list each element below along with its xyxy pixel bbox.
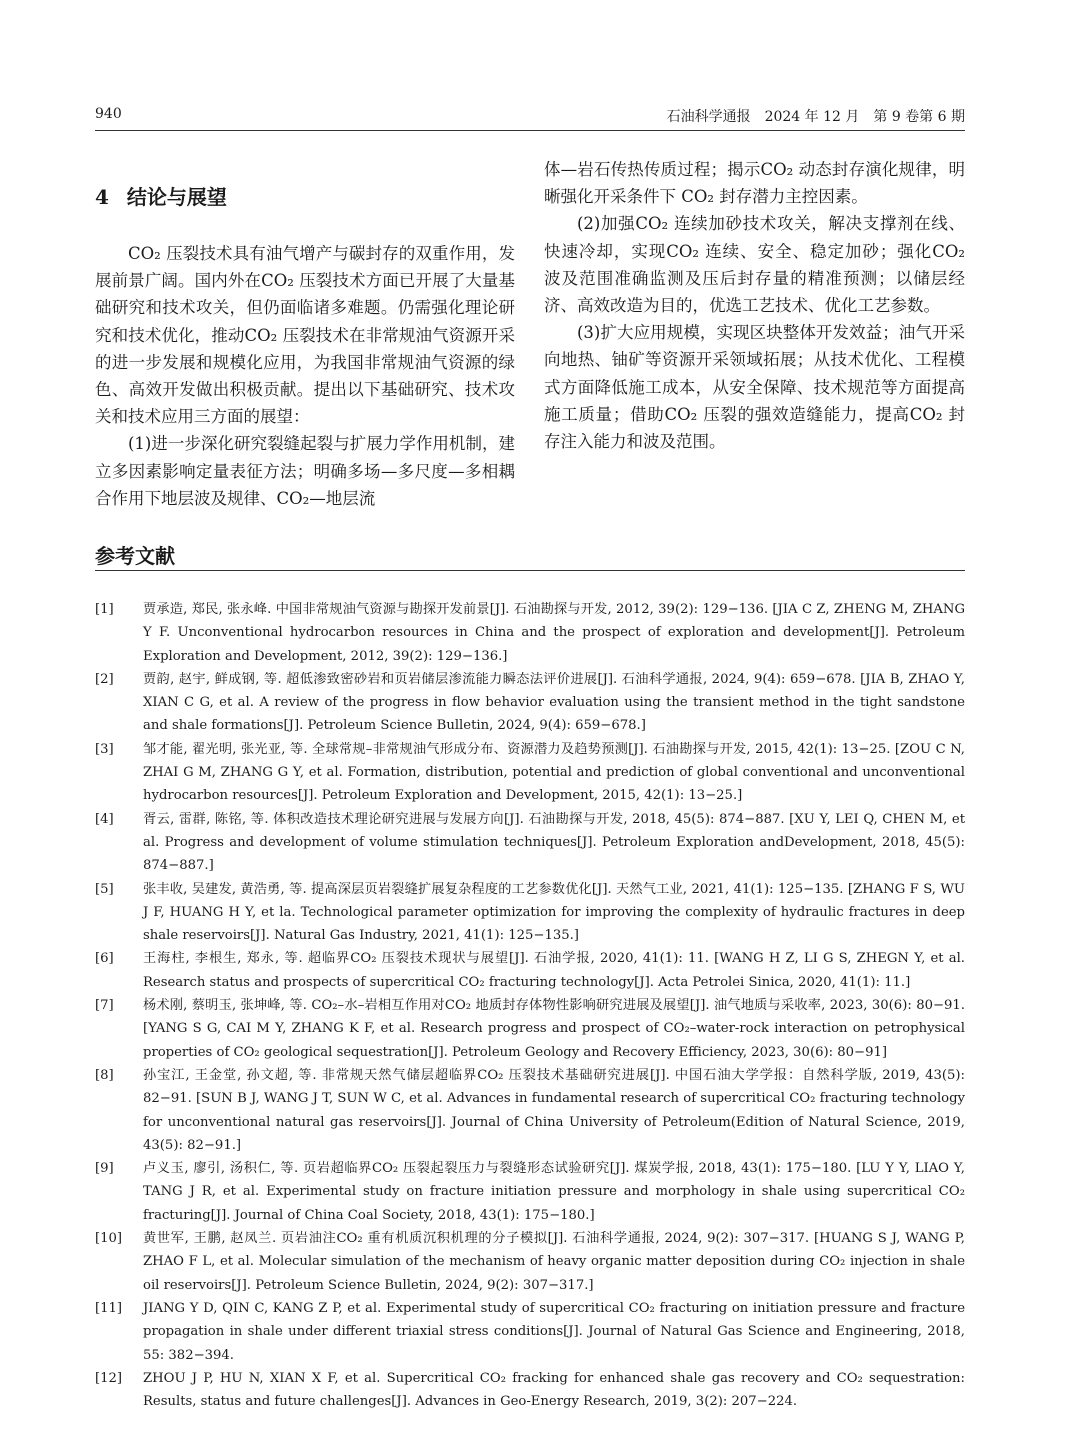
reference-number: [7] [95, 998, 114, 1014]
reference-text: 胥云, 雷群, 陈铭, 等. 体积改造技术理论研究进展与发展方向[J]. 石油勘探与开发, 2018, 45(5): 874−887. [XU Y, LEI Q, CHEN M, et al. Progress and development of volume stimulation techniques[J]. Petroleum Exploration andDevelopment, 2018, 45(5): 874−887.] [143, 811, 965, 874]
references-heading [95, 540, 965, 571]
reference-text: 杨术刚, 蔡明玉, 张坤峰, 等. CO₂–水–岩相互作用对CO₂ 地质封存体物性影响研究进展及展望[J]. 油气地质与采收率, 2023, 30(6): 80−91. [YANG S G, CAI M Y, ZHANG K F, et al. Research progress and prospect of CO₂–water-rock interaction on petrophysical properties of CO₂ geological sequestration[J]. Petroleum Geology and Recovery Efficiency, 2023, 30(6): 80−91] [143, 998, 965, 1060]
reference-item [95, 1064, 965, 1157]
reference-item [95, 1227, 965, 1297]
section-number: 4 [95, 185, 109, 209]
reference-number: [3] [95, 741, 114, 757]
reference-number: [9] [95, 1161, 114, 1177]
section-heading [95, 180, 515, 214]
paragraph: 体—岩石传热传质过程；揭示CO₂ 动态封存演化规律，明晰强化开采条件下 CO₂ 封存潜力主控因素。 [544, 160, 965, 207]
reference-item [95, 668, 965, 738]
reference-text: 卢义玉, 廖引, 汤积仁, 等. 页岩超临界CO₂ 压裂起裂压力与裂缝形态试验研究[J]. 煤炭学报, 2018, 43(1): 175−180. [LU Y Y, LIAO Y, TANG J R, et al. Experimental study on fracture initiation pressure and morphology in shale using supercritical CO₂ fracturing[J]. Journal of China Coal Society, 2018, 43(1): 175−180.] [143, 1161, 965, 1223]
paragraph: (1)进一步深化研究裂缝起裂与扩展力学作用机制，建立多因素影响定量表征方法；明确多场—多尺度—多相耦合作用下地层波及规律、CO₂—地层流 [95, 434, 515, 508]
reference-number: [12] [95, 1370, 123, 1386]
running-header [95, 106, 965, 131]
reference-text: 张丰收, 吴建发, 黄浩勇, 等. 提高深层页岩裂缝扩展复杂程度的工艺参数优化[J]. 天然气工业, 2021, 41(1): 125−135. [ZHANG F S, WU J F, HUANG H Y, et la. Technological parameter optimization for improving the complexity of hydraulic fractures in deep shale reservoirs[J]. Natural Gas Industry, 2021, 41(1): 125−135.] [143, 881, 965, 944]
reference-list [95, 598, 965, 1413]
reference-text: 贾承造, 郑民, 张永峰. 中国非常规油气资源与勘探开发前景[J]. 石油勘探与开发, 2012, 39(2): 129−136. [JIA C Z, ZHENG M, ZHANG Y F. Unconventional hydrocarbon resources in China and the prospect of exploration and development[J]. Petroleum Exploration and Development, 2012, 39(2): 129−136.] [143, 602, 965, 664]
reference-item [95, 947, 965, 994]
reference-number: [8] [95, 1067, 114, 1083]
reference-number: [2] [95, 671, 114, 687]
journal-info: 石油科学通报 2024 年 12 月 第 9 卷第 6 期 [666, 109, 965, 125]
reference-text: 贾韵, 赵宇, 鲜成钢, 等. 超低渗致密砂岩和页岩储层渗流能力瞬态法评价进展[J]. 石油科学通报, 2024, 9(4): 659−678. [JIA B, ZHAO Y, XIAN C G, et al. A review of the progress in flow behavior evaluation using the transient method in the tight sandstone and shale formations[J]. Petroleum Science Bulletin, 2024, 9(4): 659−678.] [143, 671, 965, 734]
reference-number: [6] [95, 951, 114, 967]
reference-text: ZHOU J P, HU N, XIAN X F, et al. Supercritical CO₂ fracking for enhanced shale gas recovery and CO₂ sequestration: Results, status and future challenges[J]. Advances in Geo-Energy Research, 2019, 3(2): 207−224. [143, 1370, 965, 1410]
references-title: 参考文献 [95, 540, 179, 569]
left-column [95, 180, 515, 512]
reference-number: [1] [95, 602, 114, 617]
section-title: 结论与展望 [126, 185, 227, 209]
page-number: 940 [95, 106, 122, 122]
reference-text: JIANG Y D, QIN C, KANG Z P, et al. Experimental study of supercritical CO₂ fracturing on initiation pressure and fracture propagation in shale under different triaxial stress conditions[J]. Journal of Natural Gas Science and Engineering, 2018, 55: 382−394. [143, 1300, 965, 1363]
reference-item [95, 1297, 965, 1367]
reference-text: 黄世军, 王鹏, 赵凤兰. 页岩油注CO₂ 重有机质沉积机理的分子模拟[J]. 石油科学通报, 2024, 9(2): 307−317. [HUANG S J, WANG P, ZHAO F L, et al. Molecular simulation of the mechanism of heavy organic matter deposition during CO₂ injection in shale oil reservoirs[J]. Petroleum Science Bulletin, 2024, 9(2): 307−317.] [143, 1231, 965, 1293]
reference-text: 孙宝江, 王金堂, 孙文超, 等. 非常规天然气储层超临界CO₂ 压裂技术基础研究进展[J]. 中国石油大学学报：自然科学版, 2019, 43(5): 82−91. [SUN B J, WANG J T, SUN W C, et al. Advances in fundamental research of supercritical CO₂ fracturing technology for unconventional natural gas reservoirs[J]. Journal of China University of Petroleum(Edition of Natural Science, 2019, 43(5): 82−91.] [143, 1067, 965, 1153]
reference-item [95, 994, 965, 1064]
reference-text: 王海柱, 李根生, 郑永, 等. 超临界CO₂ 压裂技术现状与展望[J]. 石油学报, 2020, 41(1): 11. [WANG H Z, LI G S, ZHEGN Y, et al. Research status and prospects of supercritical CO₂ fracturing technology[J]. Acta Petrolei Sinica, 2020, 41(1): 11.] [143, 951, 965, 990]
reference-text: 邹才能, 翟光明, 张光亚, 等. 全球常规–非常规油气形成分布、资源潜力及趋势预测[J]. 石油勘探与开发, 2015, 42(1): 13−25. [ZOU C N, ZHAI G M, ZHANG G Y, et al. Formation, distribution, potential and prediction of global conventional and unconventional hydrocarbon resources[J]. Petroleum Exploration and Development, 2015, 42(1): 13−25.] [143, 741, 965, 804]
reference-number: [10] [95, 1231, 123, 1247]
reference-number: [11] [95, 1300, 123, 1316]
reference-item [95, 738, 965, 808]
right-column [544, 156, 965, 455]
reference-item [95, 808, 965, 878]
reference-item [95, 1367, 965, 1414]
reference-item [95, 598, 965, 668]
reference-item [95, 1157, 965, 1227]
paragraph: (3)扩大应用规模，实现区块整体开发效益；油气开采向地热、铀矿等资源开采领域拓展；从技术优化、工程模式方面降低施工成本，从安全保障、技术规范等方面提高施工质量；借助CO₂ 压裂的强效造缝能力，提高CO₂ 封存注入能力和波及范围。 [544, 323, 965, 452]
reference-number: [5] [95, 881, 114, 897]
reference-item [95, 878, 965, 948]
reference-number: [4] [95, 811, 114, 827]
paragraph: CO₂ 压裂技术具有油气增产与碳封存的双重作用，发展前景广阔。国内外在CO₂ 压裂技术方面已开展了大量基础研究和技术攻关，但仍面临诸多难题。仍需强化理论研究和技术优化，推动CO₂ 压裂技术在非常规油气资源开采的进一步发展和规模化应用，为我国非常规油气资源的绿色、高效开发做出积极贡献。提出以下基础研究、技术攻关和技术应用三方面的展望： [95, 244, 515, 427]
paragraph: (2)加强CO₂ 连续加砂技术攻关，解决支撑剂在线、快速冷却，实现CO₂ 连续、安全、稳定加砂；强化CO₂ 波及范围准确监测及压后封存量的精准预测；以储层经济、高效改造为目的，优选工艺技术、优化工艺参数。 [544, 214, 965, 316]
